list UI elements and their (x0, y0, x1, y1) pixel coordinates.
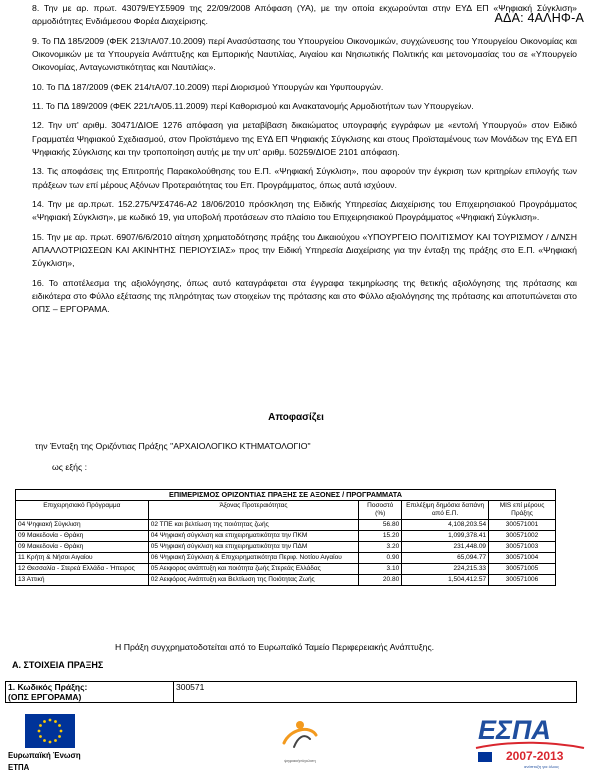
cell-percent: 20.80 (359, 575, 402, 586)
espa-word: ΕΣΠΑ (478, 715, 551, 745)
cell-expenditure: 1,504,412.57 (402, 575, 489, 586)
eu-star-icon (43, 739, 46, 742)
item-13: 13. Τις αποφάσεις της Επιτροπής Παρακολούθησης του Ε.Π. «Ψηφιακή Σύγκλιση», που αφορούν την έγκριση των κριτηρίων επιλογής των πράξεων των επί μέρους Αξόνων Προτεραιότητας του Επ. Προγράμματος, όπως αυτά ισχύουν. (32, 166, 577, 190)
eu-flag-icon (25, 714, 75, 748)
decision-intro: την Ένταξη της Οριζόντιας Πράξης "ΑΡΧΑΙΟΛΟΓΙΚΟ ΚΤΗΜΑΤΟΛΟΓΙΟ" (35, 441, 311, 451)
cell-percent: 3.20 (359, 542, 402, 553)
cell-percent: 3.10 (359, 564, 402, 575)
cell-program: 13 Αττική (16, 575, 149, 586)
project-code-label (6, 682, 174, 703)
table-row (16, 575, 556, 586)
eu-star-icon (58, 735, 61, 738)
cell-program: 09 Μακεδονία - Θράκη (16, 542, 149, 553)
considerations-list (32, 2, 577, 323)
cell-axis: 05 Ψηφιακή σύγκλιση και επιχειρηματικότητα την ΠΔΜ (148, 542, 359, 553)
eu-star-icon (39, 724, 42, 727)
eu-label: Ευρωπαϊκή Ένωση (8, 751, 81, 760)
eu-star-icon (60, 730, 63, 733)
col-header-mis: MIS επί μέρους Πράξης (489, 501, 556, 520)
cell-expenditure: 224,215.33 (402, 564, 489, 575)
cell-percent: 56.80 (359, 520, 402, 531)
eu-star-icon (54, 739, 57, 742)
cell-program: 12 Θεσσαλία - Στερεά Ελλάδα - Ήπειρος (16, 564, 149, 575)
cell-expenditure: 1,099,378.41 (402, 531, 489, 542)
ada-code: ΑΔΑ: 4ΑΛΗΦ-Α (494, 11, 584, 25)
col-header-axis: Άξονας Προτεραιότητας (148, 501, 359, 520)
project-code-label-line2: (ΟΠΣ ΕΡΓΟΡΑΜΑ) (8, 692, 82, 702)
cell-program: 04 Ψηφιακή Σύγκλιση (16, 520, 149, 531)
digital-convergence-icon (280, 717, 320, 753)
eu-star-icon (38, 730, 41, 733)
eu-star-icon (58, 724, 61, 727)
eu-star-icon (43, 720, 46, 723)
col-header-expenditure: Επιλέξιμη δημόσια δαπάνη από Ε.Π. (402, 501, 489, 520)
cell-program: 11 Κρήτη & Νήσοι Αιγαίου (16, 553, 149, 564)
cell-axis: 02 ΤΠΕ και βελτίωση της ποιότητας ζωής (148, 520, 359, 531)
project-code-table (5, 681, 577, 703)
table-row (16, 564, 556, 575)
table-row (16, 520, 556, 531)
funding-statement: Η Πράξη συγχρηματοδοτείται από το Ευρωπαϊκό Ταμείο Περιφερειακής Ανάπτυξης. (115, 642, 435, 652)
cell-axis: 05 Αειφορος ανάπτυξη και ποιότητα ζωής Στερεάς Ελλάδας (148, 564, 359, 575)
section-a-title: Α. ΣΤΟΙΧΕΙΑ ΠΡΑΞΗΣ (12, 660, 104, 670)
cell-axis: 06 Ψηφιακή Σύγκλιση & Επιχειρηματικότητα Περιφ. Νοτίου Αιγαίου (148, 553, 359, 564)
cell-mis: 300571002 (489, 531, 556, 542)
espa-logo-icon (474, 714, 586, 770)
erdf-label: ΕΤΠΑ (8, 763, 30, 772)
item-9: 9. Το ΠΔ 185/2009 (ΦΕΚ 213/τΑ/07.10.2009) περί Ανασύστασης του Υπουργείου Οικονομικών, συγχώνευσης του Υπουργείου Οικονομίας και Οικονομικών με τα Υπουργεία Ανάπτυξης και Εμπορικής Ναυτιλίας, Αιγαίου και Νησιωτικής Πολιτικής και μετονομασίας του σε «Υπουργείο Οικονομίας, Ανταγωνιστικότητας και Ναυτιλίας». (32, 35, 577, 73)
decision-heading: Αποφασίζει (268, 412, 324, 423)
eu-logo-block (8, 714, 98, 774)
cell-mis: 300571004 (489, 553, 556, 564)
project-code-value: 300571 (174, 682, 577, 703)
allocation-title: ΕΠΙΜΕΡΙΣΜΟΣ ΟΡΙΖΟΝΤΙΑΣ ΠΡΑΞΗΣ ΣΕ ΑΞΟΝΕΣ / ΠΡΟΓΡΑΜΜΑΤΑ (16, 490, 556, 501)
cell-percent: 15.20 (359, 531, 402, 542)
table-row (16, 553, 556, 564)
espa-logo (474, 714, 586, 775)
table-row (16, 542, 556, 553)
digital-convergence-caption: ψηφιακήσύγκλιση (284, 758, 316, 763)
cell-mis: 300571001 (489, 520, 556, 531)
item-8: 8. Την με αρ. πρωτ. 43079/ΕΥΣ5909 της 22/09/2008 Απόφαση (ΥΑ), με την οποία εκχωρούνται στην ΕΥΔ ΕΠ «Ψηφιακή Σύγκλιση» αρμοδιότητες Ενδιάμεσου Φορέα Διαχείρισης. (32, 3, 577, 27)
digital-convergence-logo (265, 717, 335, 763)
espa-tagline: ανάπτυξη για όλους (524, 764, 560, 769)
cell-mis: 300571003 (489, 542, 556, 553)
cell-mis: 300571005 (489, 564, 556, 575)
item-10: 10. Το ΠΔ 187/2009 (ΦΕΚ 214/τΑ/07.10.2009) περί Διορισμού Υπουργών και Υφυπουργών. (32, 81, 384, 92)
cell-program: 09 Μακεδονία - Θράκη (16, 531, 149, 542)
eu-star-icon (49, 719, 52, 722)
table-row (16, 531, 556, 542)
cell-expenditure: 231,448.09 (402, 542, 489, 553)
cell-mis: 300571006 (489, 575, 556, 586)
eu-star-icon (54, 720, 57, 723)
item-16: 16. Το αποτέλεσμα της αξιολόγησης, όπως αυτό καταγράφεται στα έγγραφα τεκμηρίωσης της θετικής αξιολόγησης της πρότασης και ειδικότερα στο Φύλλο εξέτασης της πληρότητας των στοιχείων της πρότασης και στο Φύλλο αξιολόγησης της πρότασης και αποτυπώνεται στο ΟΠΣ – ΕΡΓΟΡΑΜΑ. (32, 277, 577, 315)
item-11: 11. Το ΠΔ 189/2009 (ΦΕΚ 221/τΑ/05.11.2009) περί Καθορισμού και Ανακατανομής Αρμοδιοτήτων των Υπουργείων. (32, 101, 474, 112)
item-12: 12. Την υπ' αριθμ. 30471/ΔΙΟΕ 1276 απόφαση για μεταβίβαση δικαιώματος υπογραφής εγγράφων με «εντολή Υπουργού» στον Ειδικό Γραμματέα Ψηφιακού Σχεδιασμού, στον Προϊστάμενο της ΕΥΔ ΕΠ Ψηφιακής Σύγκλισης και στους Προϊσταμένους των Μονάδων της ΕΥΔ ΕΠ Ψηφιακής Σύγκλισης και την τροποποίηση αυτής με την υπ' αριθμ. 50259/ΔΙΟΕ 2101 απόφαση. (32, 120, 577, 158)
cell-axis: 04 Ψηφιακή σύγκλιση και επιχειρηματικότητα την ΠΚΜ (148, 531, 359, 542)
project-code-label-line1: 1. Κωδικός Πράξης: (8, 682, 88, 692)
item-15: 15. Την με αρ. πρωτ. 6907/6/6/2010 αίτηση χρηματοδότησης πράξης του Δικαιούχου «ΥΠΟΥΡΓΕΙΟ ΠΟΛΙΤΙΣΜΟΥ ΚΑΙ ΤΟΥΡΙΣΜΟΥ / Δ/ΝΣΗ ΑΠΑΛΛΟΤΡΙΩΣΕΩΝ ΚΑΙ ΑΚΙΝΗΤΗΣ ΠΕΡΙΟΥΣΙΑΣ» προς την Ειδική Υπηρεσία Διαχείρισης για την ένταξη της πράξης στο Ε.Π. «Ψηφιακή Σύγκλιση», (32, 231, 577, 269)
col-header-program: Επιχειρησιακό Πρόγραμμα (16, 501, 149, 520)
allocation-table (15, 489, 556, 586)
item-14: 14. Την με αρ.πρωτ. 152.275/ΨΣ4746-Α2 18/06/2010 πρόσκληση της Ειδικής Υπηρεσίας Διαχείρισης του Επιχειρησιακού Προγράμματος «Ψηφιακή Σύγκλιση», με κωδικό 19, για υποβολή προτάσεων στο πλαίσιο του Επιχειρησιακού Προγράμματος «Ψηφιακή Σύγκλιση». (32, 199, 577, 223)
cell-axis: 02 Αειφόρος Ανάπτυξη και Βελτίωση της Ποιότητας Ζωής (148, 575, 359, 586)
col-header-percent: Ποσοστό (%) (359, 501, 402, 520)
decision-follow: ως εξής : (52, 462, 87, 472)
cell-expenditure: 65,094.77 (402, 553, 489, 564)
espa-years: 2007-2013 (506, 749, 564, 763)
cell-expenditure: 4,108,203.54 (402, 520, 489, 531)
eu-star-icon (39, 735, 42, 738)
cell-percent: 0.90 (359, 553, 402, 564)
eu-star-icon (49, 741, 52, 744)
